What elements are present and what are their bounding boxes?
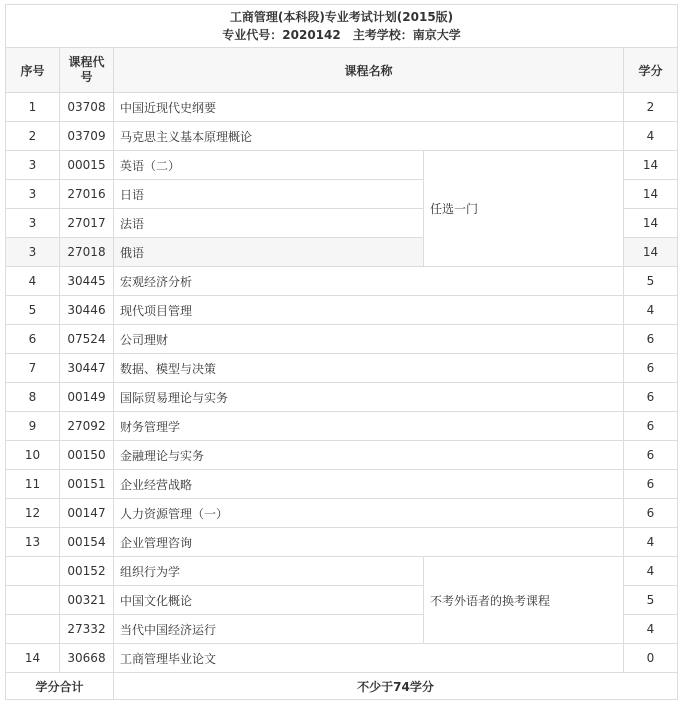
row-no: 14 <box>6 644 60 673</box>
row-credit: 14 <box>624 209 678 238</box>
row-name: 国际贸易理论与实务 <box>114 383 624 412</box>
header-name: 课程名称 <box>114 48 624 93</box>
row-credit: 6 <box>624 441 678 470</box>
row-credit: 6 <box>624 325 678 354</box>
row-credit: 14 <box>624 180 678 209</box>
row-code: 30446 <box>60 296 114 325</box>
table-row <box>6 122 678 151</box>
total-row <box>6 673 678 700</box>
header-code-label: 课程代号 <box>68 55 105 84</box>
table-row <box>6 151 678 180</box>
total-label: 学分合计 <box>6 673 114 700</box>
row-name: 人力资源管理（一） <box>114 499 624 528</box>
row-no: 4 <box>6 267 60 296</box>
row-no: 3 <box>6 151 60 180</box>
header-code <box>60 48 114 93</box>
row-code: 00149 <box>60 383 114 412</box>
row-name: 组织行为学 <box>114 557 424 586</box>
row-credit: 2 <box>624 93 678 122</box>
row-name: 中国近现代史纲要 <box>114 93 624 122</box>
row-credit: 0 <box>624 644 678 673</box>
table-row <box>6 528 678 557</box>
row-code: 00147 <box>60 499 114 528</box>
row-no: 1 <box>6 93 60 122</box>
row-no: 2 <box>6 122 60 151</box>
title-row <box>6 5 678 48</box>
row-name: 英语（二） <box>114 151 424 180</box>
table-row <box>6 296 678 325</box>
row-no <box>6 557 60 586</box>
row-name: 现代项目管理 <box>114 296 624 325</box>
row-name: 日语 <box>114 180 424 209</box>
row-code: 00152 <box>60 557 114 586</box>
row-no: 3 <box>6 180 60 209</box>
table-row <box>6 557 678 586</box>
table-row <box>6 441 678 470</box>
row-no: 7 <box>6 354 60 383</box>
row-credit: 14 <box>624 238 678 267</box>
row-no: 9 <box>6 412 60 441</box>
row-code: 30668 <box>60 644 114 673</box>
header-no: 序号 <box>6 48 60 93</box>
row-no: 3 <box>6 238 60 267</box>
row-name: 中国文化概论 <box>114 586 424 615</box>
plan-subtitle: 专业代号：2020142 主考学校：南京大学 <box>222 28 461 42</box>
row-credit: 4 <box>624 122 678 151</box>
row-name: 俄语 <box>114 238 424 267</box>
row-name: 企业管理咨询 <box>114 528 624 557</box>
row-name: 企业经营战略 <box>114 470 624 499</box>
table-row <box>6 412 678 441</box>
table-row <box>6 470 678 499</box>
row-name: 宏观经济分析 <box>114 267 624 296</box>
header-credit: 学分 <box>624 48 678 93</box>
row-code: 00150 <box>60 441 114 470</box>
row-credit: 4 <box>624 528 678 557</box>
row-no <box>6 586 60 615</box>
row-credit: 4 <box>624 615 678 644</box>
row-no: 10 <box>6 441 60 470</box>
row-no: 6 <box>6 325 60 354</box>
table-row <box>6 267 678 296</box>
row-credit: 14 <box>624 151 678 180</box>
row-no: 3 <box>6 209 60 238</box>
exam-plan-table <box>5 4 678 700</box>
row-no: 8 <box>6 383 60 412</box>
row-name: 当代中国经济运行 <box>114 615 424 644</box>
row-name: 马克思主义基本原理概论 <box>114 122 624 151</box>
row-code: 03708 <box>60 93 114 122</box>
row-no <box>6 615 60 644</box>
row-name: 数据、模型与决策 <box>114 354 624 383</box>
row-credit: 6 <box>624 354 678 383</box>
row-code: 27018 <box>60 238 114 267</box>
row-code: 27017 <box>60 209 114 238</box>
row-credit: 5 <box>624 267 678 296</box>
substitute-note: 不考外语者的换考课程 <box>424 557 624 644</box>
row-code: 07524 <box>60 325 114 354</box>
row-code: 27092 <box>60 412 114 441</box>
row-code: 30445 <box>60 267 114 296</box>
row-credit: 4 <box>624 296 678 325</box>
row-no: 13 <box>6 528 60 557</box>
row-name: 财务管理学 <box>114 412 624 441</box>
row-credit: 5 <box>624 586 678 615</box>
row-code: 27016 <box>60 180 114 209</box>
row-code: 00154 <box>60 528 114 557</box>
table-row <box>6 93 678 122</box>
table-row <box>6 499 678 528</box>
row-credit: 4 <box>624 557 678 586</box>
row-code: 27332 <box>60 615 114 644</box>
row-code: 30447 <box>60 354 114 383</box>
header-row <box>6 48 678 93</box>
row-code: 00015 <box>60 151 114 180</box>
row-credit: 6 <box>624 499 678 528</box>
row-no: 11 <box>6 470 60 499</box>
row-name: 公司理财 <box>114 325 624 354</box>
exam-plan-container <box>5 4 678 700</box>
row-name: 工商管理毕业论文 <box>114 644 624 673</box>
row-credit: 6 <box>624 383 678 412</box>
row-credit: 6 <box>624 470 678 499</box>
row-credit: 6 <box>624 412 678 441</box>
table-row <box>6 325 678 354</box>
plan-title: 工商管理(本科段)专业考试计划(2015版) <box>229 10 454 24</box>
row-code: 03709 <box>60 122 114 151</box>
row-name: 法语 <box>114 209 424 238</box>
table-row <box>6 354 678 383</box>
row-name: 金融理论与实务 <box>114 441 624 470</box>
row-code: 00321 <box>60 586 114 615</box>
elective-note: 任选一门 <box>424 151 624 267</box>
row-no: 5 <box>6 296 60 325</box>
row-code: 00151 <box>60 470 114 499</box>
table-row <box>6 644 678 673</box>
row-no: 12 <box>6 499 60 528</box>
total-value: 不少于74学分 <box>114 673 678 700</box>
table-row <box>6 383 678 412</box>
table-title <box>6 5 678 48</box>
